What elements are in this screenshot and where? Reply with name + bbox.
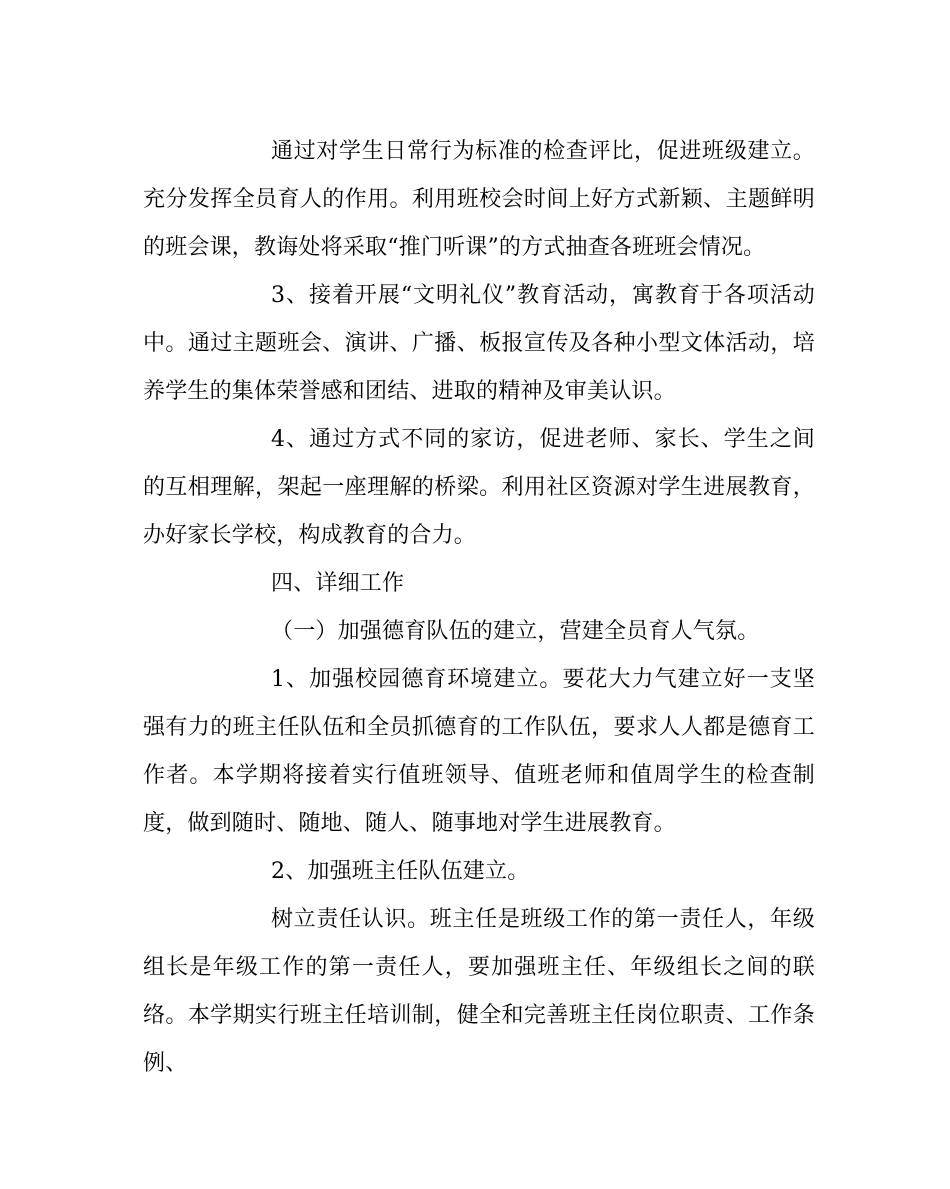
paragraph-etiquette-education: 3、接着开展“文明礼仪”教育活动，寓教育于各项活动中。通过主题班会、演讲、广播、板报宣传及各种小型文体活动，培养学生的集体荣誉感和团结、进取的精神及审美认识。 [143,283,815,404]
paragraph-responsibility: 树立责任认识。班主任是班级工作的第一责任人，年级组长是年级工作的第一责任人，要加强班主任、年级组长之间的联络。本学期实行班主任培训制，健全和完善班主任岗位职责、工作条例、 [143,907,815,1076]
paragraph-head-teacher-team: 2、加强班主任队伍建立。 [271,859,530,884]
document-body [143,128,815,1088]
section-heading-detailed-work: 四、详细工作 [271,571,405,596]
subsection-heading-moral-team: （一）加强德育队伍的建立，营建全员育人气氛。 [271,619,760,644]
paragraph-class-evaluation: 通过对学生日常行为标准的检查评比，促进班级建立。充分发挥全员育人的作用。利用班校会时间上好方式新颖、主题鲜明的班会课，教诲处将采取“推门听课”的方式抽查各班班会情况。 [143,139,815,260]
paragraph-home-visits: 4、通过方式不同的家访，促进老师、家长、学生之间的互相理解，架起一座理解的桥梁。利用社区资源对学生进展教育，办好家长学校，构成教育的合力。 [143,427,815,548]
paragraph-campus-environment: 1、加强校园德育环境建立。要花大力气建立好一支坚强有力的班主任队伍和全员抓德育的工作队伍，要求人人都是德育工作者。本学期将接着实行值班领导、值班老师和值周学生的检查制度，做到随时、随地、随人、随事地对学生进展教育。 [143,667,815,836]
